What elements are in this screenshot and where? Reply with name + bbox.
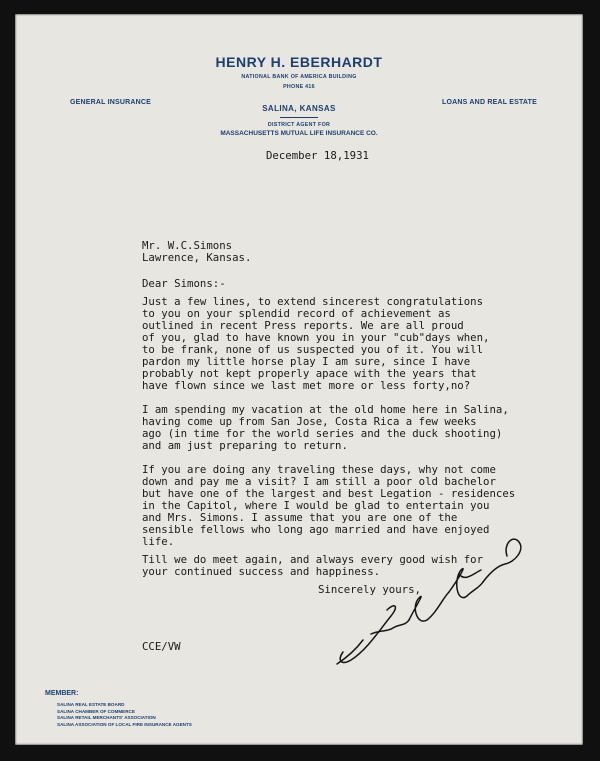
salutation: Dear Simons:- [142, 277, 226, 290]
text-line: your continued success and happiness. [142, 565, 381, 578]
text-line: to you on your splendid record of achievement as [142, 307, 451, 320]
letterhead-left-service: GENERAL INSURANCE [70, 99, 152, 106]
text-line: in the Capitol, where I would be glad to entertain you [142, 499, 490, 512]
text-line: I am spending my vacation at the old home here in Salina, [142, 403, 509, 416]
letterhead-city: SALINA, KANSAS [262, 104, 336, 113]
letterhead-right-service: LOANS AND REAL ESTATE [442, 99, 537, 106]
text-line: to be frank, none of us suspected you of it. You will [142, 343, 484, 356]
recipient-city: Lawrence, Kansas. [142, 251, 252, 264]
letterhead-phone: PHONE 416 [283, 84, 315, 90]
letterhead-name: HENRY H. EBERHARDT [215, 54, 383, 70]
typist-initials: CCE/VW [142, 640, 181, 653]
closing: Sincerely yours, [318, 583, 421, 596]
text-line: have flown since we last met more or less forty,no? [142, 379, 471, 392]
text-line: outlined in recent Press reports. We are all proud [142, 319, 464, 332]
member-item: SALINA ASSOCIATION OF LOCAL FIRE INSURANCE AGENTS [57, 721, 192, 727]
text-line: sensible fellows who long ago married and have enjoyed [142, 523, 490, 536]
member-item: SALINA RETAIL MERCHANTS' ASSOCIATION [57, 715, 156, 721]
text-line: but have one of the largest and best Legation - residences [142, 487, 516, 500]
text-line: of you, glad to have known you in your "cub"days when, [142, 331, 490, 344]
text-line: down and pay me a visit? I am still a poor old bachelor [142, 475, 496, 488]
handwritten-signature [333, 534, 533, 674]
text-line: Till we do meet again, and always every good wish for [142, 553, 484, 566]
text-line: pardon my little horse play I am sure, since I have [142, 355, 471, 368]
recipient-name: Mr. W.C.Simons [142, 239, 233, 252]
text-line: If you are doing any traveling these days, why not come [142, 463, 496, 476]
member-item: SALINA CHAMBER OF COMMERCE [57, 708, 135, 714]
letterhead-divider [280, 117, 318, 118]
letter-date: December 18,1931 [266, 149, 369, 162]
letterhead-company: MASSACHUSETTS MUTUAL LIFE INSURANCE CO. [220, 130, 378, 137]
letterhead-agent-line: DISTRICT AGENT FOR [267, 122, 331, 128]
member-list [57, 702, 192, 728]
letter-paper [15, 14, 583, 745]
letterhead-bank: NATIONAL BANK OF AMERICA BUILDING [241, 74, 357, 80]
text-line: and Mrs. Simons. I assume that you are one of the [142, 511, 458, 524]
member-heading: MEMBER: [45, 690, 79, 697]
text-line: life. [142, 535, 175, 548]
text-line: ago (in time for the world series and the duck shooting) [142, 427, 503, 440]
member-item: SALINA REAL ESTATE BOARD [57, 702, 125, 707]
text-line: and am just preparing to return. [142, 439, 348, 452]
text-line: probably not kept properly apace with the years that [142, 367, 477, 380]
text-line: having come up from San Jose, Costa Rica a few weeks [142, 415, 477, 428]
text-line: Just a few lines, to extend sincerest congratulations [142, 295, 484, 308]
